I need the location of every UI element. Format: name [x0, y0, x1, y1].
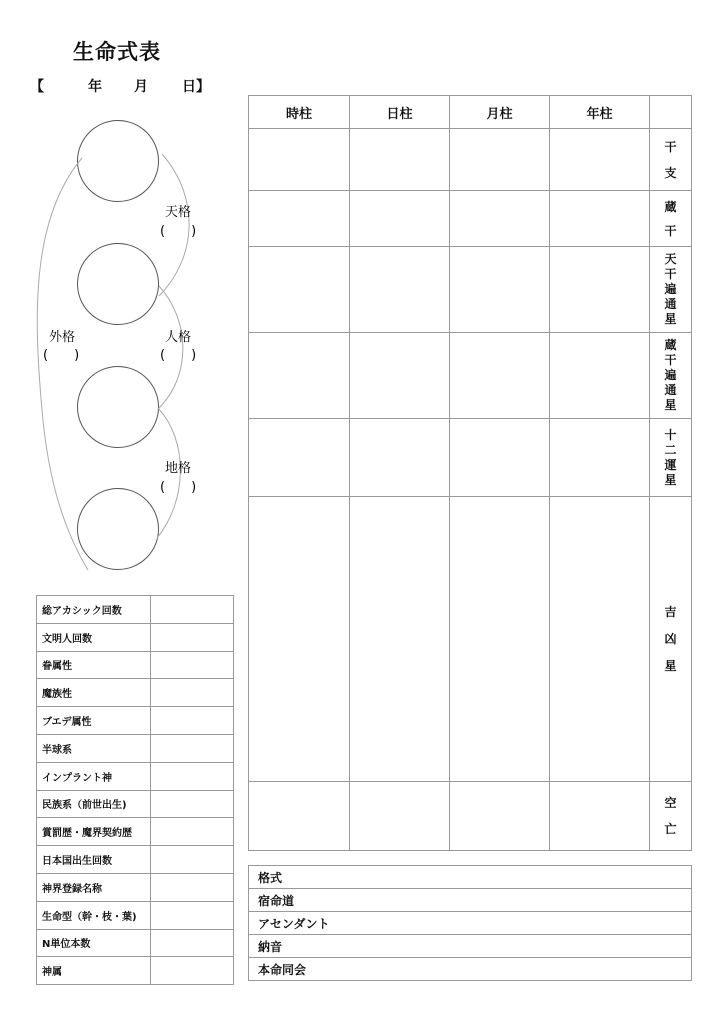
pillar-cell[interactable] [249, 782, 350, 851]
pillar-cell[interactable] [249, 419, 350, 497]
attr-row [37, 790, 234, 818]
attr-value-cell[interactable] [151, 734, 234, 762]
date-month-label: 月 [134, 79, 148, 95]
grid-circle-2[interactable] [78, 244, 159, 325]
attr-label: N単位本数 [37, 929, 151, 957]
header-nenchu: 年柱 [550, 96, 650, 129]
attr-row [37, 846, 234, 874]
attr-value-cell[interactable] [151, 873, 234, 901]
attr-value-cell[interactable] [151, 707, 234, 735]
attr-row [37, 957, 234, 985]
chi-label: 地格 [165, 461, 192, 476]
attr-row [37, 734, 234, 762]
gai-arc [37, 158, 88, 570]
attr-value-cell[interactable] [151, 901, 234, 929]
pillar-row-kikkyo-star [249, 497, 692, 782]
pillar-cell[interactable] [350, 191, 450, 247]
gai-paren: ( ) [43, 348, 80, 363]
attr-label: 半球系 [37, 734, 151, 762]
attr-value-cell[interactable] [151, 929, 234, 957]
attr-row [37, 929, 234, 957]
row-label-kanshi: 干支 [650, 129, 692, 191]
row-label-juni-unsei: 十二運星 [650, 419, 692, 497]
info-row [249, 935, 692, 958]
attr-row [37, 651, 234, 679]
attr-value-cell[interactable] [151, 818, 234, 846]
row-label-zoukan-star: 蔵干遍通星 [650, 333, 692, 419]
grid-circle-1[interactable] [78, 121, 159, 202]
attr-value-cell[interactable] [151, 651, 234, 679]
info-row [249, 912, 692, 935]
attr-value-cell[interactable] [151, 596, 234, 624]
date-day-label: 日】 [182, 79, 210, 95]
pillar-cell[interactable] [450, 419, 550, 497]
info-honmei-doukai[interactable]: 本命同会 [249, 958, 692, 981]
info-nacchin[interactable]: 納音 [249, 935, 692, 958]
pillar-cell[interactable] [550, 782, 650, 851]
pillar-row-tenkan-star [249, 247, 692, 333]
attr-value-cell[interactable] [151, 957, 234, 985]
pillar-cell[interactable] [249, 333, 350, 419]
pillar-cell[interactable] [249, 129, 350, 191]
attr-value-cell[interactable] [151, 623, 234, 651]
pillar-row-juni-unsei [249, 419, 692, 497]
attr-label: 生命型（幹・枝・葉) [37, 901, 151, 929]
attr-row [37, 707, 234, 735]
pillar-cell[interactable] [450, 247, 550, 333]
attr-label: 民族系（前世出生) [37, 790, 151, 818]
pillar-row-kanshi [249, 129, 692, 191]
pillar-cell[interactable] [350, 782, 450, 851]
jin-label: 人格 [165, 330, 192, 345]
info-kakushiki[interactable]: 格式 [249, 866, 692, 889]
attr-label: 神属 [37, 957, 151, 985]
pillar-cell[interactable] [550, 191, 650, 247]
attr-label: 文明人回数 [37, 623, 151, 651]
pillar-cell[interactable] [450, 497, 550, 782]
attr-value-cell[interactable] [151, 679, 234, 707]
name-grid-diagram [30, 110, 220, 580]
gai-label: 外格 [49, 330, 76, 345]
attr-row [37, 762, 234, 790]
pillar-cell[interactable] [450, 191, 550, 247]
attr-label: 日本国出生回数 [37, 846, 151, 874]
pillar-table [248, 95, 692, 851]
attr-row [37, 596, 234, 624]
pillar-cell[interactable] [350, 419, 450, 497]
attr-value-cell[interactable] [151, 762, 234, 790]
pillar-row-kubou [249, 782, 692, 851]
attr-label: インプラント神 [37, 762, 151, 790]
attr-label: 総アカシック回数 [37, 596, 151, 624]
row-label-zoukan: 蔵干 [650, 191, 692, 247]
page-title: 生命式表 [73, 40, 161, 64]
date-open-bracket: 【 [30, 79, 44, 95]
pillar-cell[interactable] [249, 191, 350, 247]
header-nichu: 日柱 [350, 96, 450, 129]
attr-row [37, 679, 234, 707]
attr-row [37, 623, 234, 651]
info-row [249, 866, 692, 889]
row-label-tenkan-star: 天干遍通星 [650, 247, 692, 333]
info-row [249, 958, 692, 981]
pillar-cell[interactable] [350, 129, 450, 191]
pillar-cell[interactable] [550, 497, 650, 782]
grid-circle-4[interactable] [78, 489, 159, 570]
info-table [248, 865, 692, 981]
info-shukumeido[interactable]: 宿命道 [249, 889, 692, 912]
attr-value-cell[interactable] [151, 790, 234, 818]
chi-paren: ( ) [160, 480, 197, 495]
pillar-row-zoukan [249, 191, 692, 247]
pillar-cell[interactable] [550, 129, 650, 191]
ten-paren: ( ) [160, 224, 197, 239]
header-jichu: 時柱 [249, 96, 350, 129]
ten-label: 天格 [165, 205, 192, 220]
pillar-cell[interactable] [450, 782, 550, 851]
attr-row [37, 873, 234, 901]
attr-value-cell[interactable] [151, 846, 234, 874]
pillar-cell[interactable] [350, 333, 450, 419]
attr-row [37, 901, 234, 929]
info-ascendant[interactable]: アセンダント [249, 912, 692, 935]
pillar-cell[interactable] [450, 129, 550, 191]
pillar-header-row [249, 96, 692, 129]
attr-label: ブエデ属性 [37, 707, 151, 735]
pillar-cell[interactable] [350, 497, 450, 782]
pillar-cell[interactable] [450, 333, 550, 419]
row-label-kubou: 空亡 [650, 782, 692, 851]
pillar-cell[interactable] [550, 333, 650, 419]
pillar-cell[interactable] [249, 497, 350, 782]
pillar-cell[interactable] [550, 419, 650, 497]
attr-row [37, 818, 234, 846]
info-row [249, 889, 692, 912]
pillar-row-zoukan-star [249, 333, 692, 419]
pillar-cell[interactable] [350, 247, 450, 333]
attr-label: 眷属性 [37, 651, 151, 679]
header-blank [650, 96, 692, 129]
date-year-label: 年 [88, 79, 102, 95]
attr-label: 神界登録名称 [37, 873, 151, 901]
grid-circle-3[interactable] [78, 367, 159, 448]
header-getchu: 月柱 [450, 96, 550, 129]
attr-label: 賞罰歴・魔界契約歴 [37, 818, 151, 846]
date-field [30, 76, 210, 96]
jin-paren: ( ) [160, 348, 197, 363]
attr-label: 魔族性 [37, 679, 151, 707]
row-label-kikkyo-star: 吉凶星 [650, 497, 692, 782]
pillar-cell[interactable] [550, 247, 650, 333]
attribute-table [36, 595, 234, 985]
pillar-cell[interactable] [249, 247, 350, 333]
